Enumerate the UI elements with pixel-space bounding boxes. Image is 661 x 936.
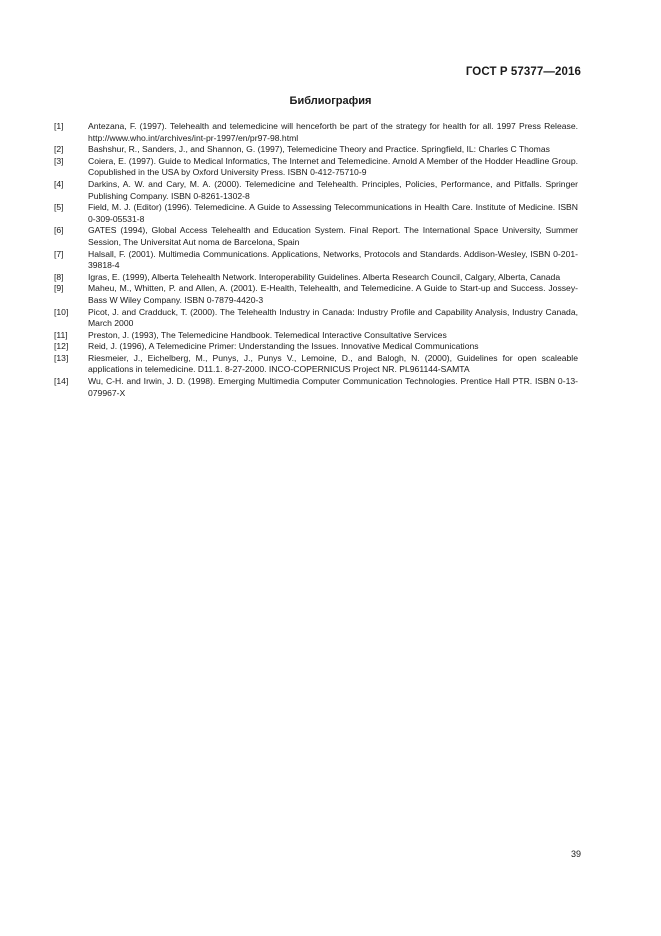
entry-text: Igras, E. (1999), Alberta Telehealth Network. Interoperability Guidelines. Alberta Research Council, Calgary, Alberta, Canada [88, 271, 561, 282]
standard-code: ГОСТ Р 57377—2016 [465, 66, 581, 78]
entry-number: [13] [54, 352, 69, 363]
entry-text: GATES (1994), Global Access Telehealth and Education System. Final Report. The International Space University, Summer Session, The Universitat Aut noma de Barcelona, Spain [88, 225, 578, 247]
entry-text: Coiera, E. (1997). Guide to Medical Informatics, The Internet and Telemedicine. Arnold A Member of the Hodder Headline Group. Copublished in the USA by Oxford University Press. ISBN 0-412-75710-9 [88, 155, 578, 178]
entry-number: [12] [54, 341, 69, 352]
bibliography-entry [54, 179, 578, 202]
bibliography-entry [54, 249, 578, 272]
page-number: 39 [570, 849, 581, 859]
bibliography-entry [54, 283, 578, 306]
entry-text: Darkins, A. W. and Cary, M. A. (2000). Telemedicine and Telehealth. Principles, Policies, Performance, and Pitfalls. Springer Publishing Company. ISBN 0-8261-1302-8 [88, 178, 578, 201]
entry-text: Picot, J. and Cradduck, T. (2000). The Telehealth Industry in Canada: Industry Profile and Capability Analysis, Industry Canada, March 2000 [88, 306, 578, 329]
bibliography-entry [54, 376, 578, 399]
entry-number: [4] [54, 178, 64, 189]
entry-number: [2] [54, 144, 64, 155]
entry-text: Bashshur, R., Sanders, J., and Shannon, G. (1997), Telemedicine Theory and Practice. Springfield, IL: Charles C Thomas [88, 144, 550, 155]
entry-number: [14] [54, 376, 69, 387]
entry-text: Preston, J. (1993), The Telemedicine Handbook. Telemedical Interactive Consultative Services [88, 329, 447, 340]
bibliography-entry [54, 307, 578, 330]
bibliography-entry [54, 225, 578, 248]
entry-number: [10] [54, 306, 69, 317]
bibliography-entry [54, 156, 578, 179]
bibliography-entry [54, 330, 578, 342]
entry-number: [9] [54, 283, 64, 294]
entry-text: Field, M. J. (Editor) (1996). Telemedicine. A Guide to Assessing Telecommunications in Health Care. Institute of Medicine. ISBN 0-309-05531-8 [88, 202, 578, 224]
entry-text: Reid, J. (1996), A Telemedicine Primer: Understanding the Issues. Innovative Medical Communications [88, 341, 479, 352]
entry-text: Halsall, F. (2001). Multimedia Communications. Applications, Networks, Protocols and Standards. Addison-Wesley, ISBN 0-201-39818-4 [88, 248, 578, 271]
entry-text: Riesmeier, J., Eichelberg, M., Punys, J., Punys V., Lemoine, D., and Balogh, N. (2000), Guidelines for open scaleable applications in telemedicine. D11.1. 8-27-2000. INCO-COPERNICUS Project NR. PL961144-SAMTA [88, 352, 578, 375]
bibliography-entry [54, 121, 578, 144]
bibliography-entry [54, 202, 578, 225]
bibliography-list [54, 121, 578, 399]
bibliography-entry [54, 144, 578, 156]
entry-number: [6] [54, 225, 64, 236]
entry-number: [7] [54, 248, 64, 259]
entry-number: [8] [54, 271, 64, 282]
entry-text: Antezana, F. (1997). Telehealth and telemedicine will henceforth be part of the strategy for health for all. 1997 Press Release. http://www.who.int/archives/int-pr-1997/en/pr97-98.html [88, 121, 578, 143]
entry-number: [3] [54, 155, 64, 166]
entry-text: Maheu, M., Whitten, P. and Allen, A. (2001). E-Health, Telehealth, and Telemedicine. A Guide to Start-up and Success. Jossey-Bass W Wiley Company. ISBN 0-7879-4420-3 [88, 283, 578, 305]
bibliography-title: Библиография [289, 95, 372, 107]
entry-number: [5] [54, 202, 64, 213]
bibliography-entry [54, 353, 578, 376]
bibliography-entry [54, 341, 578, 353]
entry-number: [11] [54, 329, 68, 340]
bibliography-entry [54, 272, 578, 284]
entry-text: Wu, C-H. and Irwin, J. D. (1998). Emerging Multimedia Computer Communication Technologies. Prentice Hall PTR. ISBN 0-13-079967-X [88, 376, 578, 398]
entry-number: [1] [54, 121, 64, 131]
